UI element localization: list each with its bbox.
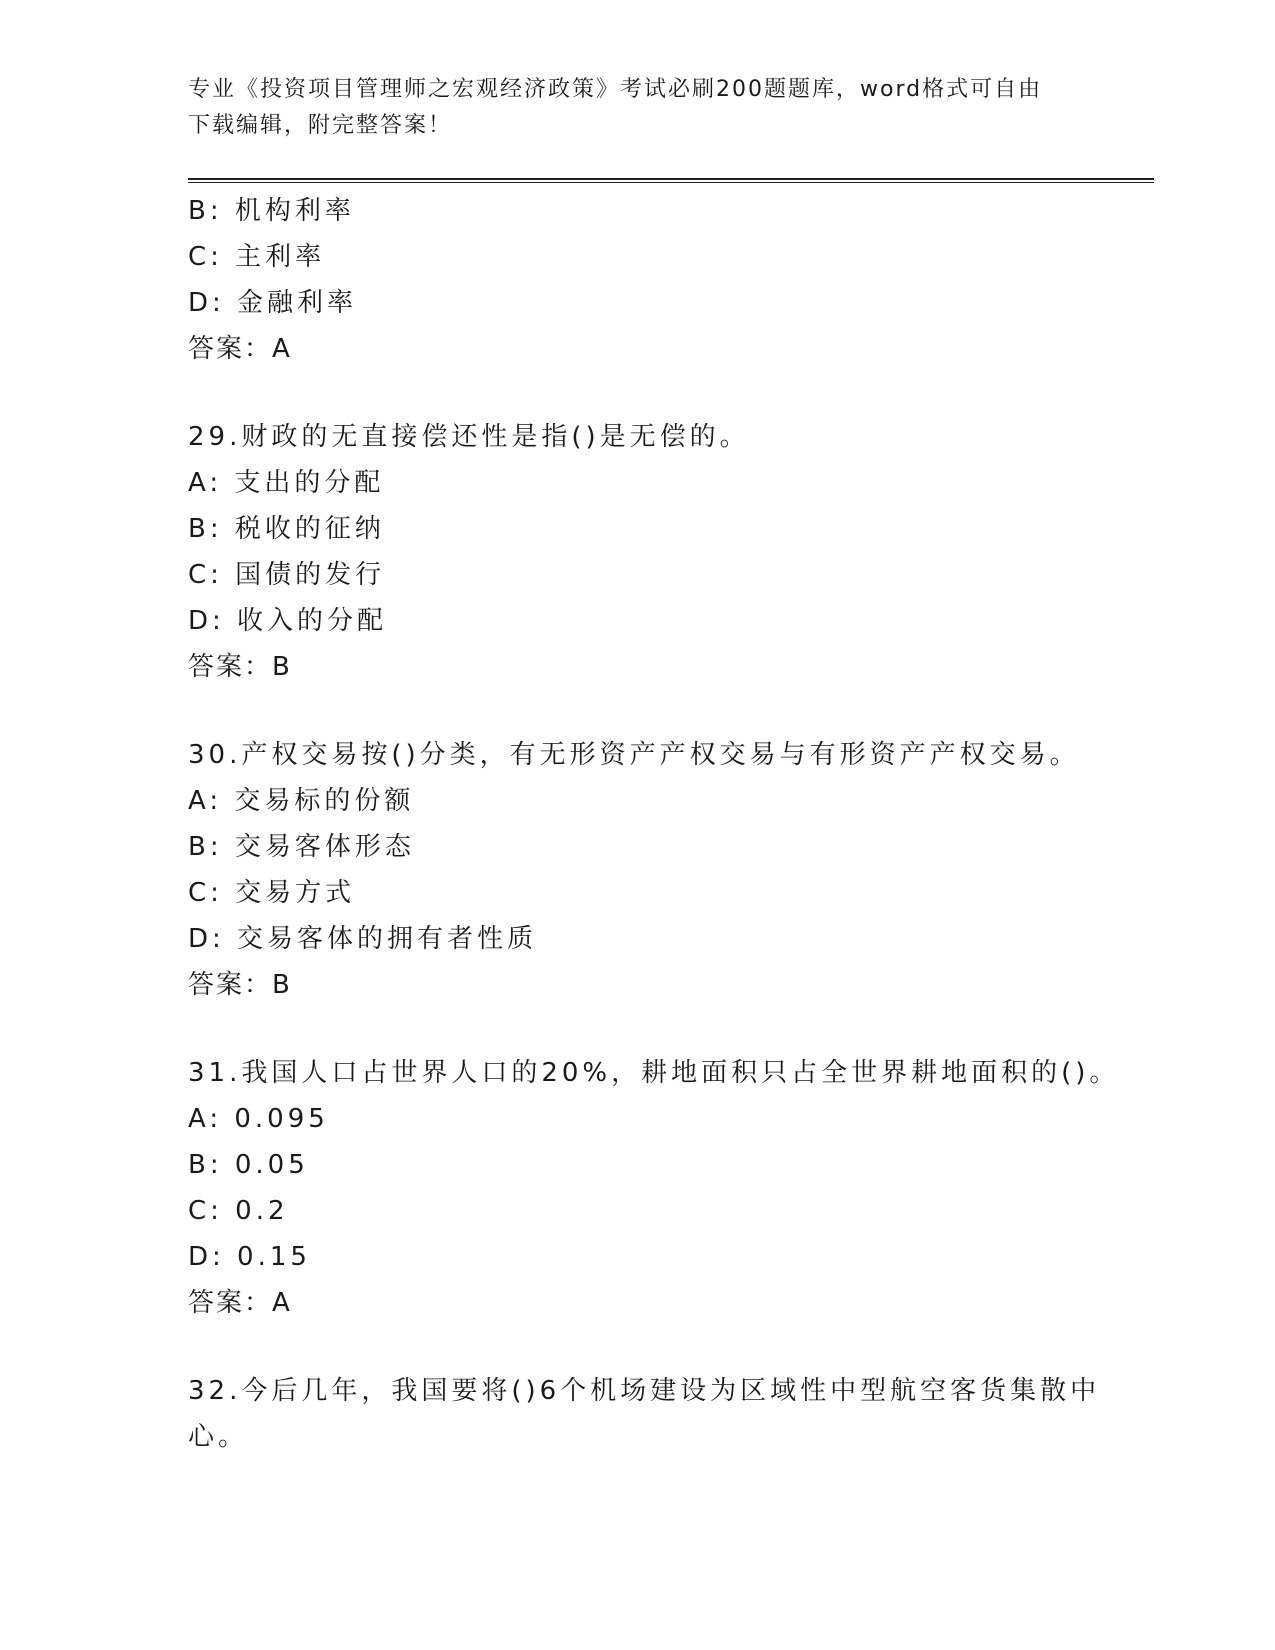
question-32 [188, 1368, 1154, 1460]
document-header [188, 72, 1068, 144]
option-d: D: 收入的分配 [188, 606, 388, 636]
option-b: B: 机构利率 [188, 196, 355, 226]
option-b: B: 0.05 [188, 1150, 309, 1180]
answer: 答案：A [188, 1288, 292, 1318]
question-text: 31.我国人口占世界人口的20%，耕地面积只占全世界耕地面积的()。 [188, 1058, 1120, 1088]
option-a: A: 0.095 [188, 1104, 329, 1134]
question-29 [188, 414, 1154, 690]
option-b: B: 交易客体形态 [188, 832, 415, 862]
option-d: D: 金融利率 [188, 288, 358, 318]
header-line-2: 下载编辑，附完整答案！ [188, 113, 453, 138]
previous-question-fragment [188, 188, 1154, 372]
question-text: 30.产权交易按()分类，有无形资产产权交易与有形资产产权交易。 [188, 740, 1080, 770]
header-divider [188, 178, 1154, 183]
question-text-continued: 心。 [188, 1422, 249, 1452]
option-b: B: 税收的征纳 [188, 514, 385, 544]
option-c: C: 主利率 [188, 242, 326, 272]
option-d: D: 交易客体的拥有者性质 [188, 924, 538, 954]
answer: 答案：A [188, 334, 292, 364]
question-list [188, 188, 1154, 1460]
option-a: A: 支出的分配 [188, 468, 385, 498]
question-text: 32.今后几年，我国要将()6个机场建设为区域性中型航空客货集散中 [188, 1376, 1101, 1406]
question-text: 29.财政的无直接偿还性是指()是无偿的。 [188, 422, 750, 452]
option-d: D: 0.15 [188, 1242, 311, 1272]
question-30 [188, 732, 1154, 1008]
option-a: A: 交易标的份额 [188, 786, 415, 816]
header-line-1: 专业《投资项目管理师之宏观经济政策》考试必刷200题题库，word格式可自由 [188, 77, 1043, 102]
option-c: C: 国债的发行 [188, 560, 386, 590]
question-31 [188, 1050, 1154, 1326]
option-c: C: 交易方式 [188, 878, 356, 908]
answer: 答案：B [188, 970, 292, 1000]
answer: 答案：B [188, 652, 292, 682]
option-c: C: 0.2 [188, 1196, 289, 1226]
